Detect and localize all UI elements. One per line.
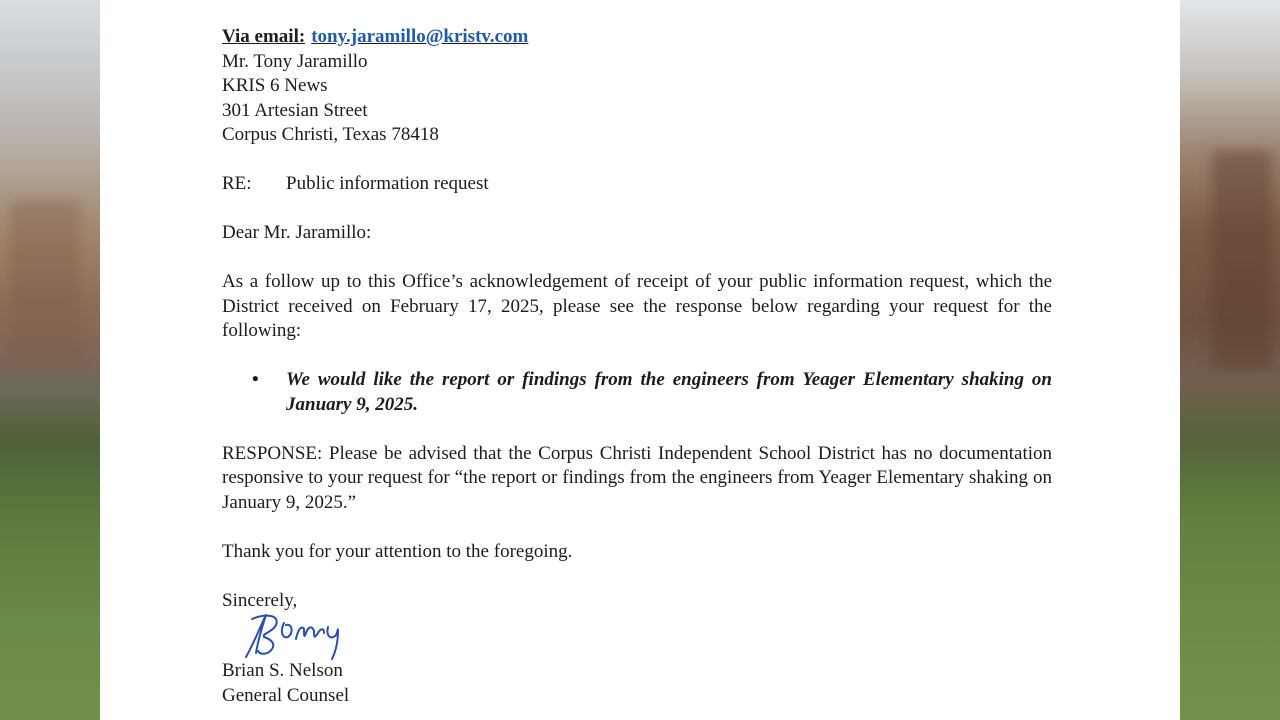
letter-body xyxy=(222,25,1052,708)
recipient-name: Mr. Tony Jaramillo xyxy=(222,50,368,72)
recipient-email-link[interactable]: tony.jaramillo@kristv.com xyxy=(311,26,529,47)
signer-block xyxy=(222,659,1052,708)
background-left-blurred xyxy=(0,0,100,720)
closing-thanks: Thank you for your attention to the foregoing. xyxy=(222,540,573,562)
intro-paragraph: As a follow up to this Office’s acknowledgement of receipt of your public information request, which the District received on February 17, 2025, please see the response below regarding your request for the following: xyxy=(222,271,1052,341)
signer-name: Brian S. Nelson xyxy=(222,660,343,681)
via-email-line xyxy=(222,25,1052,50)
closing-sincerely: Sincerely, xyxy=(222,589,298,611)
signer-title: General Counsel xyxy=(222,684,350,706)
recipient-address xyxy=(222,50,1052,148)
subject-line xyxy=(222,172,1052,197)
background-right-blurred xyxy=(1180,0,1280,720)
request-item-text: We would like the report or findings from the engineers from Yeager Elementary shaking on January 9, 2025. xyxy=(286,369,1052,415)
subject-label: RE: xyxy=(222,173,252,194)
handwritten-signature xyxy=(240,609,1052,659)
letter-page xyxy=(100,0,1180,720)
recipient-organization: KRIS 6 News xyxy=(222,75,328,96)
via-email-label: Via email: xyxy=(222,26,306,47)
salutation: Dear Mr. Jaramillo: xyxy=(222,222,372,243)
recipient-city-state-zip: Corpus Christi, Texas 78418 xyxy=(222,124,439,145)
signature-icon xyxy=(240,609,360,661)
subject-text: Public information request xyxy=(286,173,489,194)
response-paragraph: RESPONSE: Please be advised that the Corpus Christi Independent School District has no documentation responsive to your request for “the report or findings from the engineers from Yeager Elementary shaking on January 9, 2025.” xyxy=(222,442,1052,513)
bullet-icon: • xyxy=(252,369,259,390)
recipient-street: 301 Artesian Street xyxy=(222,99,368,121)
request-item xyxy=(222,368,1052,417)
